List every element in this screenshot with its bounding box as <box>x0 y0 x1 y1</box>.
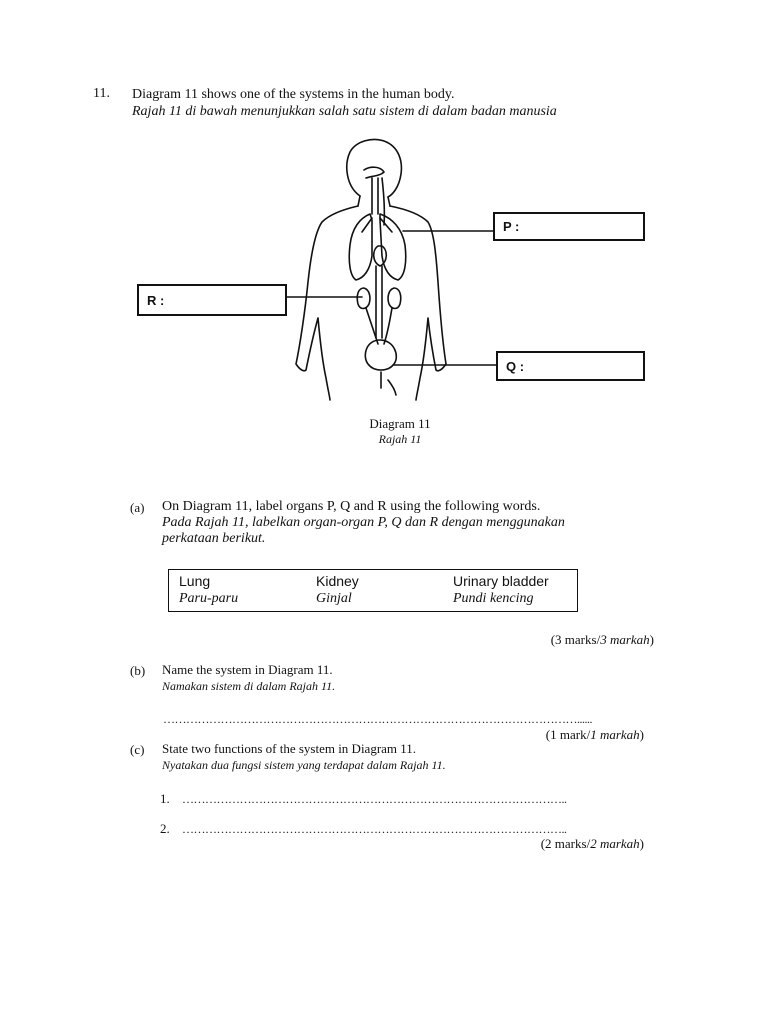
label-box-q[interactable] <box>496 351 645 381</box>
left-kidney <box>357 288 370 309</box>
part-c-text-my: Nyatakan dua fungsi sistem yang terdapat dalam Rajah 11. <box>162 758 446 772</box>
part-c-answer-2-number: 2. <box>160 821 170 836</box>
bronchi <box>362 218 392 232</box>
word-lung-en: Lung <box>179 573 211 589</box>
right-kidney <box>388 288 401 309</box>
label-box-r[interactable] <box>137 284 287 316</box>
heart <box>374 246 387 266</box>
label-p: P : <box>503 219 520 234</box>
word-kidney-my: Ginjal <box>316 591 352 606</box>
part-b-letter: (b) <box>130 663 146 678</box>
nasal-cavity <box>364 167 384 178</box>
ureters <box>366 308 392 344</box>
part-a-text-my-2: perkataan berikut. <box>162 531 266 546</box>
part-a-marks: (3 marks/3 markah) <box>550 632 654 647</box>
question-number: 11. <box>93 86 110 101</box>
label-r: R : <box>147 292 165 308</box>
word-bladder-my: Pundi kencing <box>453 591 534 606</box>
question-intro <box>132 86 557 120</box>
trachea <box>372 178 378 214</box>
urethra <box>381 372 396 395</box>
part-c-answer-1-line[interactable]: ……………………………………………………………………………………….. <box>182 792 567 806</box>
part-a-letter: (a) <box>130 500 145 515</box>
question-intro-my: Rajah 11 di bawah menunjukkan salah satu sistem di dalam badan manusia <box>132 104 557 119</box>
part-a-text-en: On Diagram 11, label organs P, Q and R using the following words. <box>162 499 541 514</box>
aorta <box>376 266 382 338</box>
word-bank-table <box>168 569 578 612</box>
label-q: Q : <box>506 358 525 374</box>
head-outline <box>347 139 402 197</box>
word-bladder-en: Urinary bladder <box>453 573 549 589</box>
part-b-answer-line[interactable]: ………………………………………………………………………………………………...... <box>163 712 592 726</box>
diagram-caption-my: Rajah 11 <box>378 432 422 446</box>
part-a-text <box>162 499 565 547</box>
urinary-bladder <box>365 340 396 370</box>
part-c-text-en: State two functions of the system in Diagram 11. <box>162 741 417 756</box>
neck-outline <box>358 196 390 206</box>
part-b-text-my: Namakan sistem di dalam Rajah 11. <box>162 679 336 693</box>
part-b-text-en: Name the system in Diagram 11. <box>162 662 333 677</box>
label-box-p[interactable] <box>493 212 645 241</box>
part-c-marks: (2 marks/2 markah) <box>540 836 644 851</box>
question-intro-en: Diagram 11 shows one of the systems in the human body. <box>132 87 455 102</box>
left-body-outline <box>296 206 358 400</box>
oesophagus <box>382 178 384 225</box>
part-a-text-my-1: Pada Rajah 11, labelkan organ-organ P, Q dan R dengan menggunakan <box>162 515 565 530</box>
diagram-caption-en: Diagram 11 <box>369 416 431 431</box>
part-c-answer-2-line[interactable]: ……………………………………………………………………………………….. <box>182 822 567 836</box>
part-c-letter: (c) <box>130 742 145 757</box>
part-b-text <box>162 662 335 694</box>
word-lung-my: Paru-paru <box>179 591 239 606</box>
part-b-marks: (1 mark/1 markah) <box>545 727 644 742</box>
part-c-text <box>162 741 446 773</box>
word-kidney-en: Kidney <box>316 573 359 589</box>
part-c-answer-1-number: 1. <box>160 791 170 806</box>
right-body-outline <box>390 206 446 400</box>
